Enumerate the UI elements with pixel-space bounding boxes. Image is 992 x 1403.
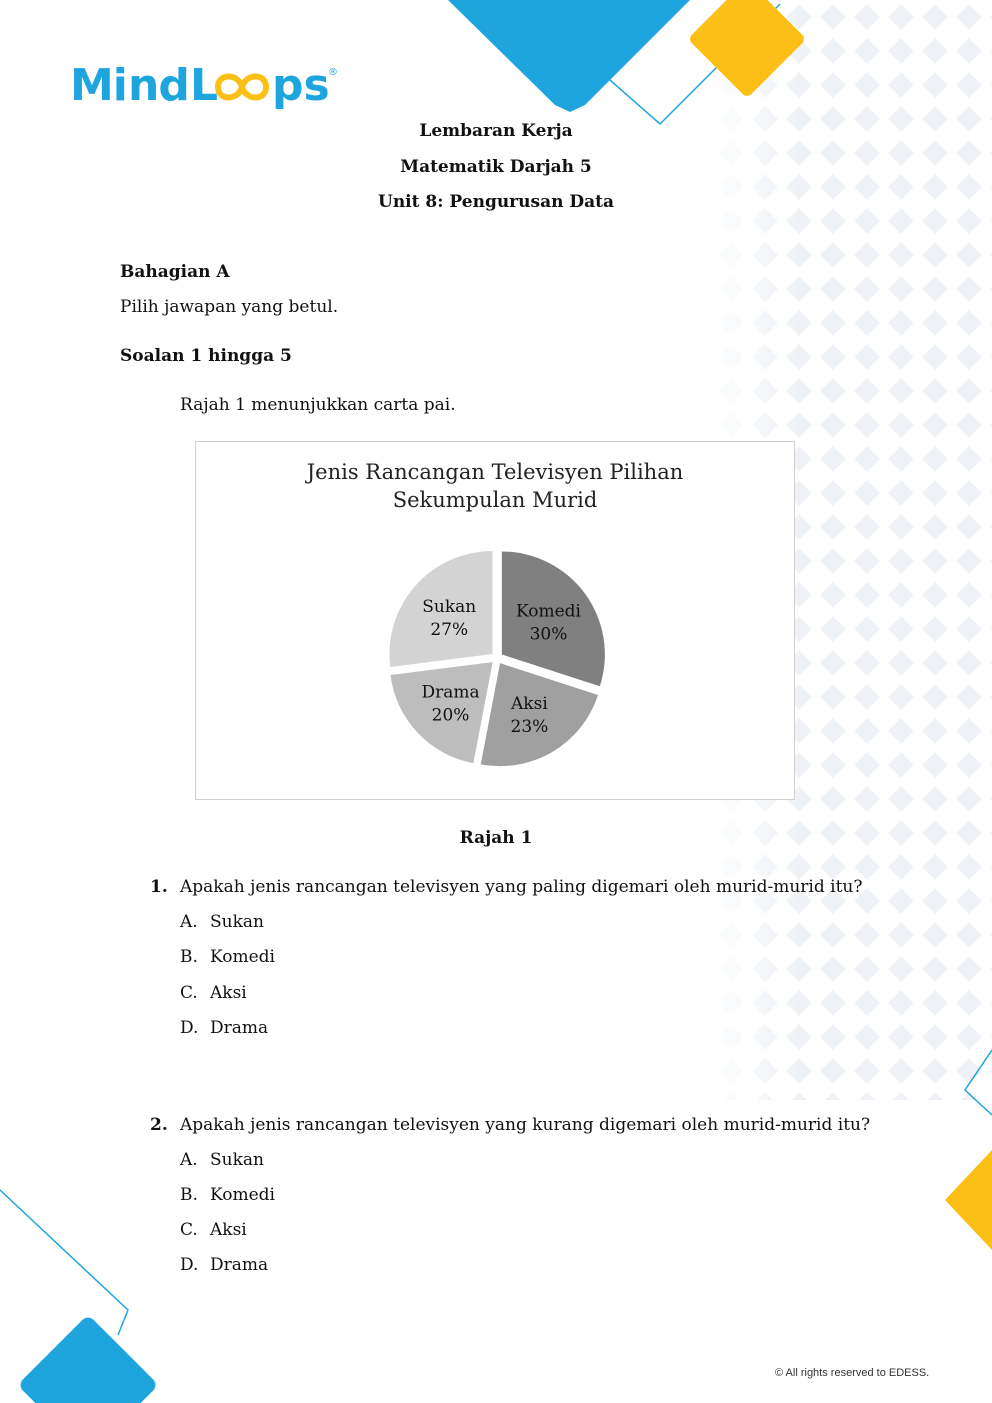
unit-title: Unit 8: Pengurusan Data [378, 192, 614, 212]
q2-option-a[interactable]: Sukan [210, 1150, 264, 1170]
svg-text:nd: nd [128, 60, 189, 111]
q1-option-b-letter: B. [180, 947, 198, 967]
q1-option-d-letter: D. [180, 1018, 199, 1038]
q1-option-d[interactable]: Drama [210, 1018, 269, 1038]
q2-option-a-letter: A. [180, 1150, 198, 1170]
q1-option-b[interactable]: Komedi [210, 947, 275, 967]
q2-option-b-letter: B. [180, 1185, 198, 1205]
slice-value-sukan: 27% [430, 619, 469, 640]
q2-option-b[interactable]: Komedi [210, 1185, 275, 1205]
q1-option-a-letter: A. [180, 912, 198, 932]
svg-text:L: L [190, 60, 219, 111]
chart-title-line-2: Sekumpulan Murid [392, 488, 598, 512]
section-title: Bahagian A [120, 262, 230, 282]
svg-text:®: ® [328, 67, 338, 78]
q2-option-d-letter: D. [180, 1255, 199, 1275]
question-range: Soalan 1 hingga 5 [120, 346, 292, 366]
pie-chart-frame [195, 441, 795, 800]
figure-caption: Rajah 1 [459, 828, 533, 848]
mindloops-logo [70, 55, 350, 115]
q2-option-c[interactable]: Aksi [210, 1220, 247, 1240]
pie-chart [196, 442, 796, 801]
question-1-text: Apakah jenis rancangan televisyen yang paling digemari oleh murid-murid itu? [180, 877, 863, 897]
question-2-text: Apakah jenis rancangan televisyen yang kurang digemari oleh murid-murid itu? [180, 1115, 871, 1135]
question-1-number: 1. [150, 877, 168, 897]
q1-option-a[interactable]: Sukan [210, 912, 264, 932]
slice-value-aksi: 23% [510, 716, 549, 737]
svg-text:ps: ps [272, 60, 330, 111]
slice-label-komedi: Komedi [516, 601, 582, 622]
copyright-notice: © All rights reserved to EDESS. [775, 1367, 930, 1379]
slice-label-drama: Drama [421, 682, 480, 703]
q1-option-c[interactable]: Aksi [210, 983, 247, 1003]
slice-value-komedi: 30% [529, 624, 568, 645]
instruction-text: Pilih jawapan yang betul. [120, 297, 339, 317]
worksheet-title: Lembaran Kerja [419, 121, 573, 141]
q2-option-c-letter: C. [180, 1220, 198, 1240]
slice-value-drama: 20% [431, 705, 470, 726]
chart-title-line-1: Jenis Rancangan Televisyen Pilihan [306, 460, 684, 484]
question-2-number: 2. [150, 1115, 168, 1135]
svg-text:Mi: Mi [70, 60, 127, 111]
q1-option-c-letter: C. [180, 983, 198, 1003]
q2-option-d[interactable]: Drama [210, 1255, 269, 1275]
chart-intro-text: Rajah 1 menunjukkan carta pai. [180, 395, 456, 415]
slice-label-sukan: Sukan [422, 596, 477, 617]
subject-title: Matematik Darjah 5 [400, 157, 592, 177]
slice-label-aksi: Aksi [511, 693, 548, 714]
